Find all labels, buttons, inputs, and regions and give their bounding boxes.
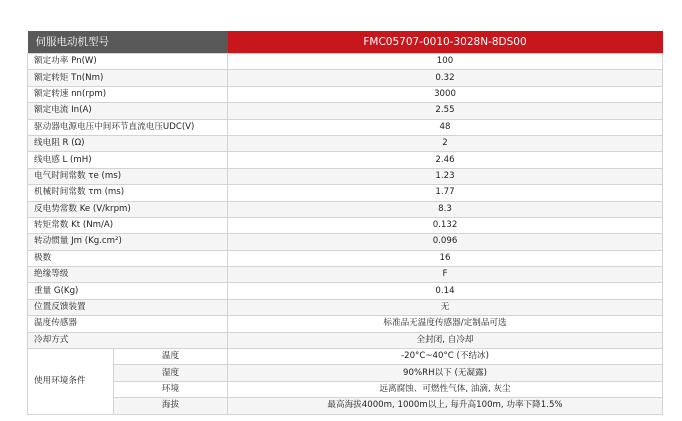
env-row bbox=[28, 398, 663, 414]
row-value: 48 bbox=[228, 119, 663, 135]
env-row bbox=[28, 349, 663, 365]
row-value: 0.132 bbox=[228, 217, 663, 233]
row-label: 机械时间常数 τm (ms) bbox=[28, 185, 228, 201]
row-value: 16 bbox=[228, 250, 663, 266]
row-label: 驱动器电源电压中间环节直流电压UDC(V) bbox=[28, 119, 228, 135]
row-label: 转矩常数 Kt (Nm/A) bbox=[28, 217, 228, 233]
row-label: 温度传感器 bbox=[28, 316, 228, 332]
motor-spec-table bbox=[27, 31, 663, 415]
row-label: 重量 G(Kg) bbox=[28, 283, 228, 299]
row-value: 1.77 bbox=[228, 185, 663, 201]
header-label: 伺服电动机型号 bbox=[28, 31, 228, 54]
row-label: 额定转速 nn(rpm) bbox=[28, 86, 228, 102]
row-value: 0.32 bbox=[228, 70, 663, 86]
env-item-value: -20°C~40°C (不结冰) bbox=[228, 349, 663, 365]
env-item-value: 远离腐蚀、可燃性气体, 油滴, 灰尘 bbox=[228, 381, 663, 397]
row-label: 线电阻 R (Ω) bbox=[28, 135, 228, 151]
row-label: 绝缘等级 bbox=[28, 267, 228, 283]
env-item-name: 温度 bbox=[114, 349, 228, 365]
row-label: 线电感 L (mH) bbox=[28, 152, 228, 168]
env-group-label: 使用环境条件 bbox=[28, 349, 114, 415]
env-item-name: 湿度 bbox=[114, 365, 228, 381]
row-value: 无 bbox=[228, 299, 663, 315]
table-row bbox=[28, 119, 663, 135]
env-item-name: 海拔 bbox=[114, 398, 228, 414]
env-row bbox=[28, 365, 663, 381]
env-row bbox=[28, 381, 663, 397]
row-label: 位置反馈装置 bbox=[28, 299, 228, 315]
row-value: 2.46 bbox=[228, 152, 663, 168]
row-label: 转动惯量 Jm (Kg.cm²) bbox=[28, 234, 228, 250]
env-item-value: 最高海拔4000m, 1000m以上, 每升高100m, 功率下降1.5% bbox=[228, 398, 663, 414]
table-row bbox=[28, 299, 663, 315]
table-row bbox=[28, 70, 663, 86]
row-label: 额定电流 In(A) bbox=[28, 103, 228, 119]
row-value: 2 bbox=[228, 135, 663, 151]
row-label: 冷却方式 bbox=[28, 332, 228, 348]
table-row bbox=[28, 316, 663, 332]
row-label: 极数 bbox=[28, 250, 228, 266]
row-value: F bbox=[228, 267, 663, 283]
row-label: 额定转矩 Tn(Nm) bbox=[28, 70, 228, 86]
row-value: 8.3 bbox=[228, 201, 663, 217]
header-model: FMC05707-0010-3028N-8DS00 bbox=[228, 31, 663, 54]
table-row bbox=[28, 234, 663, 250]
spec-sheet bbox=[27, 31, 662, 415]
table-row bbox=[28, 332, 663, 348]
table-row bbox=[28, 86, 663, 102]
row-value: 0.096 bbox=[228, 234, 663, 250]
table-row bbox=[28, 168, 663, 184]
row-label: 反电势常数 Ke (V/krpm) bbox=[28, 201, 228, 217]
table-row bbox=[28, 217, 663, 233]
table-row bbox=[28, 152, 663, 168]
row-label: 额定功率 Pn(W) bbox=[28, 54, 228, 70]
row-value: 3000 bbox=[228, 86, 663, 102]
table-row bbox=[28, 201, 663, 217]
env-item-value: 90%RH以下 (无凝露) bbox=[228, 365, 663, 381]
table-row bbox=[28, 250, 663, 266]
row-value: 1.23 bbox=[228, 168, 663, 184]
table-row bbox=[28, 103, 663, 119]
table-header-row bbox=[28, 31, 663, 54]
env-item-name: 环境 bbox=[114, 381, 228, 397]
table-row bbox=[28, 135, 663, 151]
table-row bbox=[28, 283, 663, 299]
table-row bbox=[28, 185, 663, 201]
row-label: 电气时间常数 τe (ms) bbox=[28, 168, 228, 184]
table-row bbox=[28, 267, 663, 283]
row-value: 0.14 bbox=[228, 283, 663, 299]
row-value: 标准品无温度传感器/定制品可选 bbox=[228, 316, 663, 332]
table-row bbox=[28, 54, 663, 70]
row-value: 全封闭, 自冷却 bbox=[228, 332, 663, 348]
row-value: 100 bbox=[228, 54, 663, 70]
row-value: 2.55 bbox=[228, 103, 663, 119]
